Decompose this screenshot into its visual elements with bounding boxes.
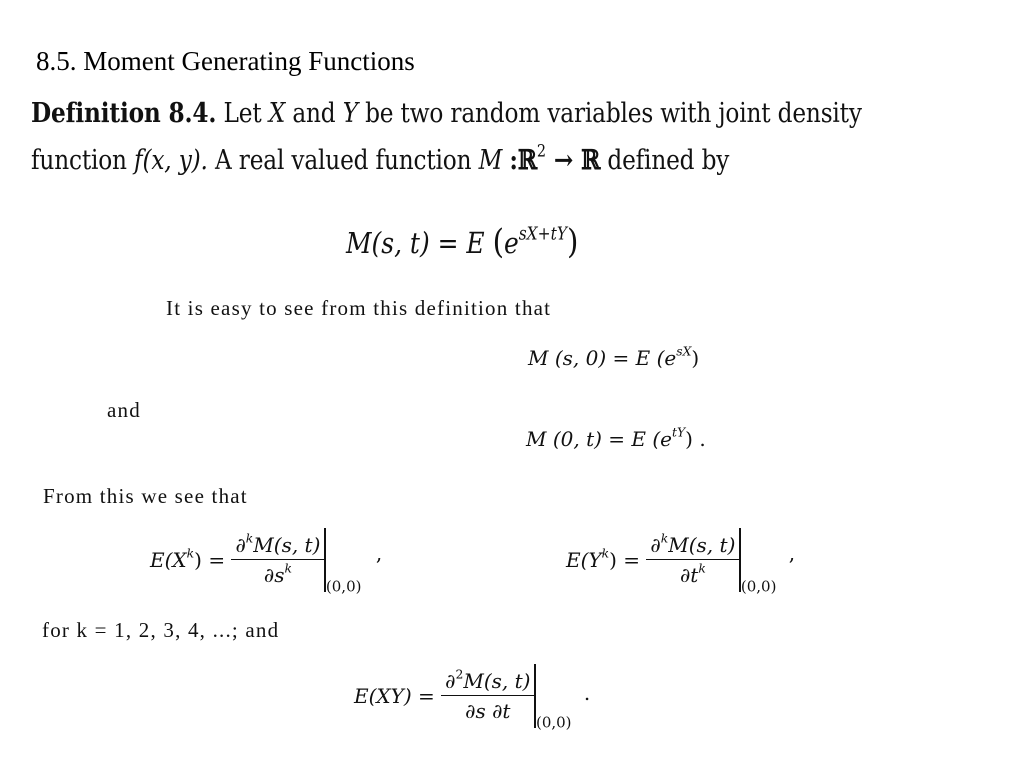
mixed-period: . [583,680,591,705]
easy-to-see-text: It is easy to see from this definition that [166,296,552,320]
moment-x-num-sup: k [245,530,254,546]
map-m: M [478,145,503,176]
moment-x-comma: , [375,540,383,565]
map-power: 2 [536,140,546,161]
def-text-rest: be two random variables with joint density [365,98,862,129]
moment-x-lhs [150,545,226,572]
from-this-text: From this we see that [43,484,248,508]
mixed-numerator [441,666,534,696]
moment-x-den-a: ∂s [263,563,285,587]
moment-y-equation [566,528,795,596]
moment-x-lhs-sup: k [186,545,195,561]
moment-x-num-a: ∂ [235,533,246,557]
def-text-and: and [292,98,336,129]
moment-y-lhs [566,545,641,572]
moment-x-num-b: M(s, t) [253,533,321,557]
mixed-moment-equation [354,664,590,732]
moment-y-den-a: ∂t [679,563,699,587]
eq-s0-lhs: M (s, 0) = E (e [528,346,677,370]
for-k-text: for k = 1, 2, 3, 4, ...; and [42,618,280,642]
definition-label: Definition 8.4. [31,98,217,129]
equation-m-0t [526,424,706,451]
mixed-num-b: M(s, t) [463,669,531,693]
moment-y-fraction [646,530,739,587]
equation-m-s0 [528,343,700,370]
var-y: Y [342,98,358,129]
def-text-real: A real valued function [214,145,472,176]
eq-s0-exp: sX [676,343,692,359]
main-eq-exponent: sX+tY [518,223,568,245]
eq-0t-exp: tY [672,424,686,440]
eq-0t-lhs: M (0, t) = E (e [526,427,672,451]
mixed-denominator: ∂s ∂t [465,699,511,723]
mixed-lhs: E(XY) = [354,684,435,708]
def-text-let: Let [223,98,262,129]
moment-x-numerator [231,530,324,560]
def-text-function: function [31,145,127,176]
moment-y-eval-point: (0,0) [740,577,777,596]
moment-y-den-sup: k [698,560,706,576]
definition-line-1 [31,98,862,129]
moment-x-lhs-b: ) = [194,548,226,572]
moment-y-lhs-b: ) = [609,548,641,572]
main-eq-paren-close: ) [567,222,579,262]
main-eq-paren-open: ( [492,222,504,262]
moment-x-eval-point: (0,0) [325,577,362,596]
mixed-num-sup: 2 [455,666,464,682]
page-title: 8.5. Moment Generating Functions [36,46,415,76]
moment-y-lhs-a: E(Y [566,548,602,572]
eq-0t-rhs: ) . [685,427,706,451]
map-domain: :ℝ [509,145,537,176]
def-text-defined-by: defined by [607,145,730,176]
moment-x-lhs-a: E(X [150,548,187,572]
moment-y-num-b: M(s, t) [668,533,736,557]
moment-y-comma: , [788,540,796,565]
mixed-num-a: ∂ [445,669,456,693]
moment-y-denominator [646,560,739,587]
main-eq-lhs: M(s, t) = E [346,226,485,260]
mixed-fraction [441,666,534,723]
moment-y-num-a: ∂ [650,533,661,557]
main-eq-base: e [503,226,519,260]
and-word: and [107,398,141,422]
definition-line-2 [31,140,730,176]
fxy: f(x, y). [134,145,208,176]
var-x: X [268,98,286,129]
moment-x-den-sup: k [284,560,292,576]
map-arrow: → ℝ [545,145,601,176]
moment-y-numerator [646,530,739,560]
moment-x-equation [150,528,382,596]
moment-x-denominator [231,560,324,587]
moment-x-fraction [231,530,324,587]
mixed-eval-point: (0,0) [535,713,572,732]
moment-y-lhs-sup: k [601,545,610,561]
main-equation [346,222,578,262]
moment-y-num-sup: k [660,530,669,546]
eq-s0-rhs: ) [691,346,700,370]
